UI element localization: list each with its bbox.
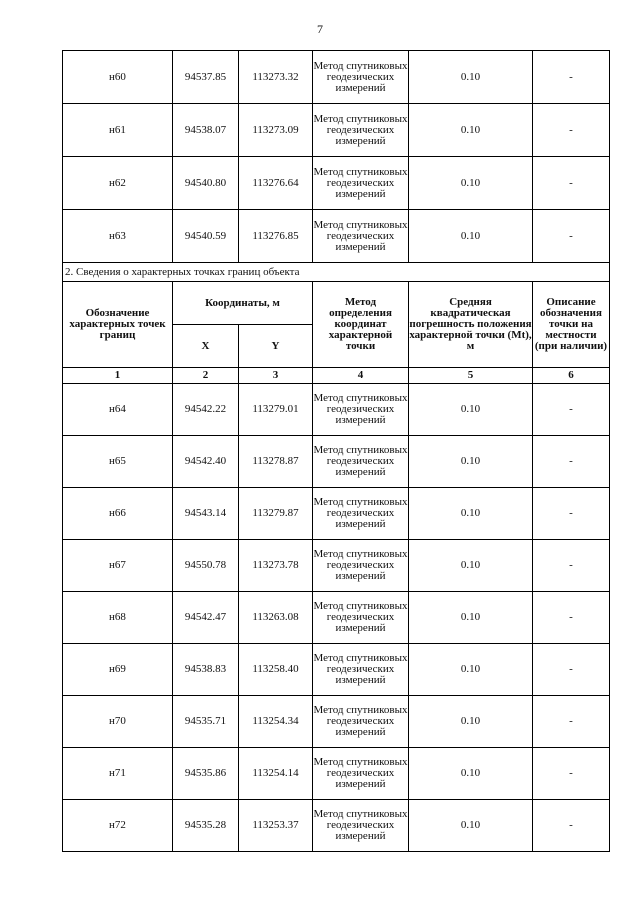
header-y: Y	[239, 325, 313, 368]
table-row	[63, 540, 610, 592]
point-cell: н70	[63, 696, 173, 748]
table-row	[63, 104, 610, 157]
y-cell: 113258.40	[239, 644, 313, 696]
y-cell: 113279.01	[239, 384, 313, 436]
y-cell: 113273.09	[239, 104, 313, 157]
table-row	[63, 748, 610, 800]
accuracy-cell: 0.10	[409, 540, 533, 592]
description-cell: -	[533, 748, 610, 800]
accuracy-cell: 0.10	[409, 800, 533, 852]
description-cell: -	[533, 540, 610, 592]
x-cell: 94540.59	[173, 210, 239, 263]
column-number: 5	[409, 368, 533, 384]
header-description: Описание обозначения точки на местности (при наличии)	[533, 282, 610, 368]
method-cell: Метод спутниковых геодезических измерений	[313, 748, 409, 800]
column-number: 2	[173, 368, 239, 384]
accuracy-cell: 0.10	[409, 488, 533, 540]
accuracy-cell: 0.10	[409, 51, 533, 104]
method-cell: Метод спутниковых геодезических измерений	[313, 800, 409, 852]
x-cell: 94538.07	[173, 104, 239, 157]
x-cell: 94535.86	[173, 748, 239, 800]
accuracy-cell: 0.10	[409, 157, 533, 210]
method-cell: Метод спутниковых геодезических измерений	[313, 210, 409, 263]
method-cell: Метод спутниковых геодезических измерений	[313, 696, 409, 748]
method-cell: Метод спутниковых геодезических измерений	[313, 51, 409, 104]
description-cell: -	[533, 104, 610, 157]
accuracy-cell: 0.10	[409, 592, 533, 644]
point-cell: н68	[63, 592, 173, 644]
method-cell: Метод спутниковых геодезических измерений	[313, 488, 409, 540]
method-cell: Метод спутниковых геодезических измерений	[313, 157, 409, 210]
description-cell: -	[533, 592, 610, 644]
description-cell: -	[533, 696, 610, 748]
section-title-row	[63, 263, 610, 282]
table-row	[63, 384, 610, 436]
x-cell: 94535.71	[173, 696, 239, 748]
y-cell: 113279.87	[239, 488, 313, 540]
column-number: 1	[63, 368, 173, 384]
method-cell: Метод спутниковых геодезических измерений	[313, 592, 409, 644]
method-cell: Метод спутниковых геодезических измерений	[313, 104, 409, 157]
header-coords: Координаты, м	[173, 282, 313, 325]
y-cell: 113273.78	[239, 540, 313, 592]
accuracy-cell: 0.10	[409, 696, 533, 748]
y-cell: 113276.64	[239, 157, 313, 210]
header-accuracy: Средняя квадратическая погрешность положения характерной точки (Mt), м	[409, 282, 533, 368]
description-cell: -	[533, 436, 610, 488]
point-cell: н63	[63, 210, 173, 263]
x-cell: 94542.22	[173, 384, 239, 436]
accuracy-cell: 0.10	[409, 210, 533, 263]
y-cell: 113276.85	[239, 210, 313, 263]
table-row	[63, 157, 610, 210]
y-cell: 113254.14	[239, 748, 313, 800]
table-row	[63, 436, 610, 488]
table-row	[63, 488, 610, 540]
description-cell: -	[533, 488, 610, 540]
accuracy-cell: 0.10	[409, 384, 533, 436]
description-cell: -	[533, 210, 610, 263]
coordinates-table	[62, 50, 610, 852]
x-cell: 94540.80	[173, 157, 239, 210]
x-cell: 94537.85	[173, 51, 239, 104]
y-cell: 113273.32	[239, 51, 313, 104]
point-cell: н65	[63, 436, 173, 488]
point-cell: н66	[63, 488, 173, 540]
method-cell: Метод спутниковых геодезических измерений	[313, 436, 409, 488]
description-cell: -	[533, 644, 610, 696]
y-cell: 113278.87	[239, 436, 313, 488]
method-cell: Метод спутниковых геодезических измерений	[313, 644, 409, 696]
x-cell: 94538.83	[173, 644, 239, 696]
column-number: 4	[313, 368, 409, 384]
x-cell: 94550.78	[173, 540, 239, 592]
description-cell: -	[533, 384, 610, 436]
description-cell: -	[533, 800, 610, 852]
point-cell: н64	[63, 384, 173, 436]
table-row	[63, 696, 610, 748]
accuracy-cell: 0.10	[409, 748, 533, 800]
x-cell: 94535.28	[173, 800, 239, 852]
description-cell: -	[533, 51, 610, 104]
table-row	[63, 800, 610, 852]
header-point: Обозначение характерных точек границ	[63, 282, 173, 368]
method-cell: Метод спутниковых геодезических измерений	[313, 384, 409, 436]
x-cell: 94542.40	[173, 436, 239, 488]
accuracy-cell: 0.10	[409, 436, 533, 488]
x-cell: 94543.14	[173, 488, 239, 540]
column-number: 6	[533, 368, 610, 384]
header-x: X	[173, 325, 239, 368]
point-cell: н62	[63, 157, 173, 210]
point-cell: н60	[63, 51, 173, 104]
table-row	[63, 51, 610, 104]
point-cell: н71	[63, 748, 173, 800]
y-cell: 113253.37	[239, 800, 313, 852]
accuracy-cell: 0.10	[409, 644, 533, 696]
point-cell: н72	[63, 800, 173, 852]
table-row	[63, 592, 610, 644]
table-row	[63, 644, 610, 696]
header-row	[63, 282, 610, 325]
column-number-row	[63, 368, 610, 384]
point-cell: н69	[63, 644, 173, 696]
accuracy-cell: 0.10	[409, 104, 533, 157]
method-cell: Метод спутниковых геодезических измерений	[313, 540, 409, 592]
column-number: 3	[239, 368, 313, 384]
y-cell: 113254.34	[239, 696, 313, 748]
x-cell: 94542.47	[173, 592, 239, 644]
section-title: 2. Сведения о характерных точках границ объекта	[63, 263, 610, 282]
page-number: 7	[317, 22, 323, 36]
header-method: Метод определения координат характерной точки	[313, 282, 409, 368]
y-cell: 113263.08	[239, 592, 313, 644]
point-cell: н61	[63, 104, 173, 157]
description-cell: -	[533, 157, 610, 210]
point-cell: н67	[63, 540, 173, 592]
table-row	[63, 210, 610, 263]
